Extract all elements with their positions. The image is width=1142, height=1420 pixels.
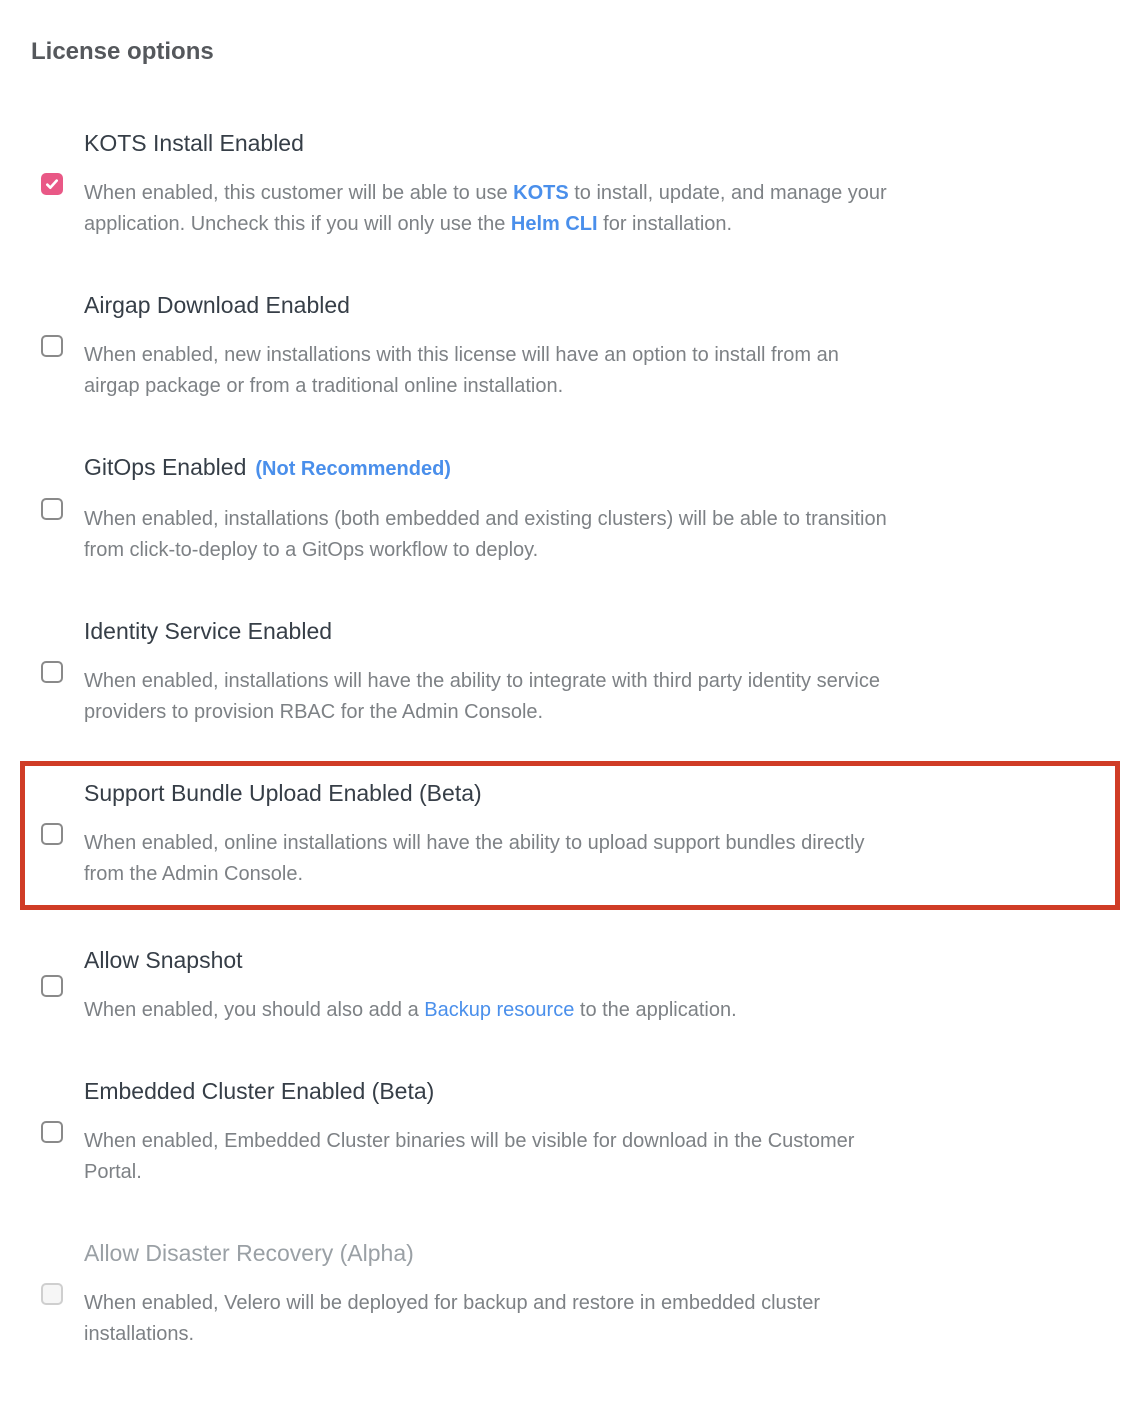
option-content [84,128,1102,240]
description-line [84,1288,1102,1319]
kots-link[interactable]: KOTS [513,182,569,204]
option-label [84,1238,1102,1268]
description-line [84,666,1102,697]
description-line [84,995,1102,1026]
description-text: to install, update, and manage your [568,182,887,204]
license-option-gitops [0,452,1142,566]
option-label [84,1076,1102,1106]
description-text: When enabled, new installations with this license will have an option to install from an [84,344,839,366]
option-label [84,452,1102,484]
option-label-text: Embedded Cluster Enabled (Beta) [84,1078,435,1104]
description-text: When enabled, you should also add a [84,999,425,1021]
description-text: to the application. [574,999,737,1021]
allow-disaster-recovery-checkbox [41,1283,63,1305]
license-option-identity-service [0,616,1142,728]
option-label-text: Allow Disaster Recovery (Alpha) [84,1240,414,1266]
description-text: airgap package or from a traditional online installation. [84,375,564,397]
gitops-checkbox[interactable] [41,498,63,520]
option-content [84,290,1102,402]
option-content [84,616,1102,728]
option-description [84,995,1102,1026]
option-label [84,945,1102,975]
license-option-embedded-cluster [0,1076,1142,1188]
option-description [84,504,1102,566]
description-text: When enabled, Velero will be deployed for backup and restore in embedded cluster [84,1292,821,1314]
helm-cli-link[interactable]: Helm CLI [510,213,598,235]
option-label [84,778,1102,808]
option-content [84,452,1102,566]
license-option-airgap-download [0,290,1142,402]
option-label-text: Allow Snapshot [84,947,243,973]
option-label [84,616,1102,646]
description-line [84,371,1102,402]
checkmark-icon [44,176,60,192]
option-label-text: KOTS Install Enabled [84,130,304,156]
description-line [84,504,1102,535]
option-description [84,828,1102,890]
description-text: providers to provision RBAC for the Admin Console. [84,701,544,723]
description-line [84,828,1102,859]
option-description [84,340,1102,402]
description-text: Portal. [84,1161,142,1183]
airgap-download-checkbox[interactable] [41,335,63,357]
option-label [84,290,1102,320]
license-option-allow-disaster-recovery [0,1238,1142,1350]
description-line [84,535,1102,566]
option-description [84,666,1102,728]
option-content [84,778,1102,890]
option-label-text: Airgap Download Enabled [84,292,350,318]
identity-service-checkbox[interactable] [41,661,63,683]
description-line [84,340,1102,371]
description-text: When enabled, installations will have the ability to integrate with third party identity service [84,670,880,692]
option-label-text: Support Bundle Upload Enabled (Beta) [84,780,482,806]
option-label-text: Identity Service Enabled [84,618,333,644]
description-line [84,859,1102,890]
gitops-label-suffix[interactable]: (Not Recommended) [255,458,451,480]
option-label-text: GitOps Enabled [84,454,247,480]
license-option-allow-snapshot [0,945,1142,1026]
description-text: installations. [84,1323,195,1345]
description-line [84,1319,1102,1350]
license-option-kots-install [0,128,1142,240]
description-line [84,178,1102,209]
description-line [84,697,1102,728]
option-description [84,1126,1102,1188]
description-text: When enabled, this customer will be able to use [84,182,514,204]
description-text: When enabled, installations (both embedded and existing clusters) will be able to transition [84,508,887,530]
license-options-list [0,128,1142,1350]
allow-snapshot-checkbox[interactable] [41,975,63,997]
license-option-support-bundle-upload [0,778,1142,890]
option-content [84,1238,1102,1350]
description-text: application. Uncheck this if you will only use the [84,213,511,235]
description-text: When enabled, Embedded Cluster binaries will be visible for download in the Customer [84,1130,855,1152]
option-content [84,1076,1102,1188]
description-text: When enabled, online installations will have the ability to upload support bundles directly [84,832,865,854]
support-bundle-upload-checkbox[interactable] [41,823,63,845]
option-content [84,945,1102,1026]
description-line [84,209,1102,240]
embedded-cluster-checkbox[interactable] [41,1121,63,1143]
kots-install-checkbox[interactable] [41,173,63,195]
option-label [84,128,1102,158]
option-description [84,178,1102,240]
description-line [84,1126,1102,1157]
backup-resource-link[interactable]: Backup resource [424,999,575,1021]
description-text: from click-to-deploy to a GitOps workflow to deploy. [84,539,539,561]
description-text: from the Admin Console. [84,863,303,885]
option-description [84,1288,1102,1350]
description-text: for installation. [597,213,733,235]
description-line [84,1157,1102,1188]
page-title: License options [31,38,214,65]
